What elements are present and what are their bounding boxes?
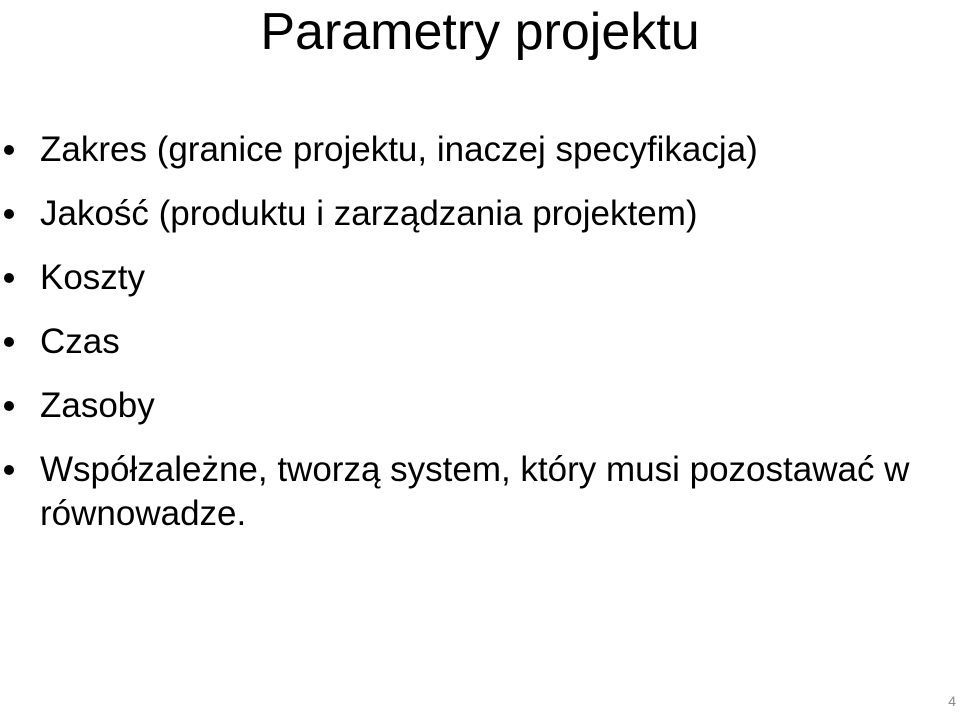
bullet-item-interdependent bbox=[0, 448, 930, 536]
bullet-text: Zakres (granice projektu, inaczej specyfikacja) bbox=[40, 130, 758, 169]
bullet-item-scope bbox=[0, 128, 930, 172]
bullet-dot-icon bbox=[4, 401, 14, 411]
bullet-item-quality bbox=[0, 192, 930, 236]
bullet-dot-icon bbox=[4, 337, 14, 347]
bullet-dot-icon bbox=[4, 209, 14, 219]
bullet-text: Koszty bbox=[40, 258, 146, 297]
bullet-list bbox=[0, 128, 930, 556]
bullet-dot-icon bbox=[4, 465, 14, 475]
bullet-text: Zasoby bbox=[40, 386, 155, 425]
bullet-item-costs bbox=[0, 256, 930, 300]
bullet-text: Współzależne, tworzą system, który musi pozostawać w równowadze. bbox=[40, 450, 910, 533]
bullet-item-resources bbox=[0, 384, 930, 428]
slide-title: Parametry projektu bbox=[260, 3, 700, 61]
bullet-text: Jakość (produktu i zarządzania projektem) bbox=[40, 194, 698, 233]
bullet-item-time bbox=[0, 320, 930, 364]
bullet-text: Czas bbox=[40, 322, 120, 361]
bullet-dot-icon bbox=[4, 273, 14, 283]
page-number: 4 bbox=[948, 693, 956, 709]
bullet-dot-icon bbox=[4, 145, 14, 155]
